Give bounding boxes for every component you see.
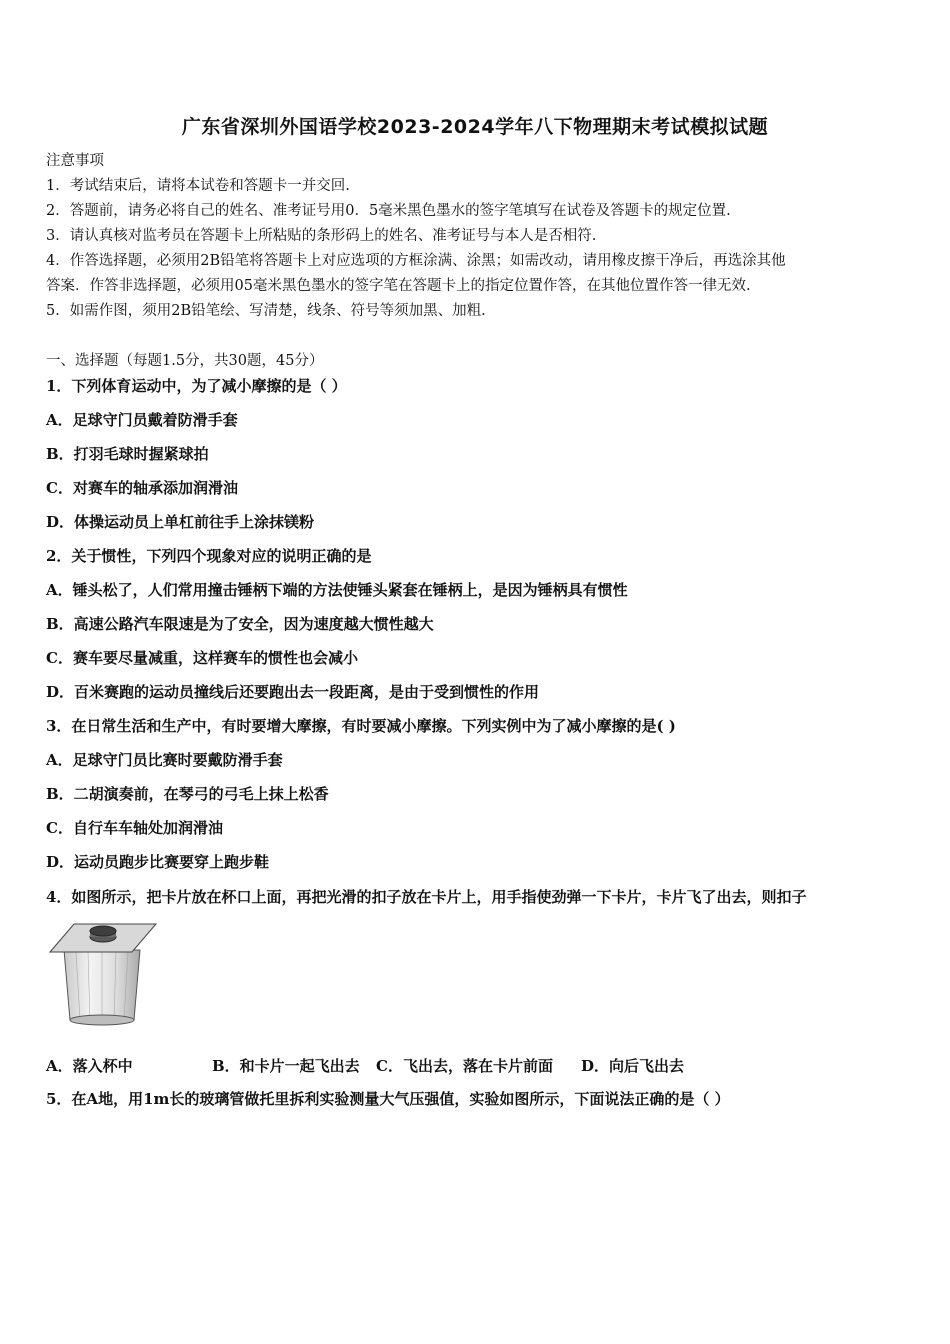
notice-heading: 注意事项: [46, 153, 104, 169]
notice-item: 1．考试结束后，请将本试卷和答题卡一并交回.: [46, 178, 350, 194]
notice-item: 2．答题前，请务必将自己的姓名、准考证号用0．5毫米黑色墨水的签字笔填写在试卷及答题卡的规定位置.: [46, 203, 731, 219]
question-2-option-c: C．赛车要尽量减重，这样赛车的惯性也会减小: [46, 649, 358, 667]
question-1-option-c: C．对赛车的轴承添加润滑油: [46, 479, 238, 497]
exam-title: 广东省深圳外国语学校2023-2024学年八下物理期末考试模拟试题: [181, 116, 769, 138]
question-2-option-b: B．高速公路汽车限速是为了安全，因为速度越大惯性越大: [46, 615, 434, 633]
question-3-option-c: C．自行车车轴处加润滑油: [46, 819, 223, 837]
question-4-option-a: A．落入杯中: [46, 1057, 133, 1075]
question-1-option-b: B．打羽毛球时握紧球拍: [46, 445, 209, 463]
question-4-option-b: B．和卡片一起飞出去: [212, 1057, 360, 1075]
notice-item: 4．作答选择题，必须用2B铅笔将答题卡上对应选项的方框涂满、涂黑；如需改动，请用橡皮擦干净后，再选涂其他: [46, 253, 786, 269]
notice-item: 3．请认真核对监考员在答题卡上所粘贴的条形码上的姓名、准考证号与本人是否相符.: [46, 228, 597, 244]
notice-item: 5．如需作图，须用2B铅笔绘、写清楚，线条、符号等须加黑、加粗.: [46, 303, 486, 319]
question-2-option-a: A．锤头松了，人们常用撞击锤柄下端的方法使锤头紧套在锤柄上，是因为锤柄具有惯性: [46, 581, 628, 599]
section-heading: 一、选择题（每题1.5分，共30题，45分）: [46, 353, 324, 369]
question-4-option-d: D．向后飞出去: [581, 1057, 685, 1075]
question-1-stem: 1．下列体育运动中，为了减小摩擦的是（ ）: [46, 377, 347, 395]
question-4-option-c: C．飞出去，落在卡片前面: [376, 1057, 553, 1075]
notice-item: 答案．作答非选择题，必须用05毫米黑色墨水的签字笔在答题卡上的指定位置作答，在其他位置作答一律无效.: [46, 278, 751, 294]
question-2-stem: 2．关于惯性，下列四个现象对应的说明正确的是: [46, 547, 372, 565]
question-3-stem: 3．在日常生活和生产中，有时要增大摩擦，有时要减小摩擦。下列实例中为了减小摩擦的是( ): [46, 717, 676, 735]
question-5-stem: 5．在A地，用1m长的玻璃管做托里拆利实验测量大气压强值，实验如图所示，下面说法正确的是（ ）: [46, 1090, 730, 1108]
question-3-option-a: A．足球守门员比赛时要戴防滑手套: [46, 751, 283, 769]
question-4-stem: 4．如图所示，把卡片放在杯口上面，再把光滑的扣子放在卡片上，用手指使劲弹一下卡片，卡片飞了出去，则扣子: [46, 888, 807, 906]
cup-card-button-figure: [46, 920, 158, 1030]
question-3-option-b: B．二胡演奏前，在琴弓的弓毛上抹上松香: [46, 785, 329, 803]
question-1-option-d: D．体操运动员上单杠前往手上涂抹镁粉: [46, 513, 315, 531]
question-1-option-a: A．足球守门员戴着防滑手套: [46, 411, 238, 429]
question-3-option-d: D．运动员跑步比赛要穿上跑步鞋: [46, 853, 270, 871]
question-2-option-d: D．百米赛跑的运动员撞线后还要跑出去一段距离，是由于受到惯性的作用: [46, 683, 540, 701]
